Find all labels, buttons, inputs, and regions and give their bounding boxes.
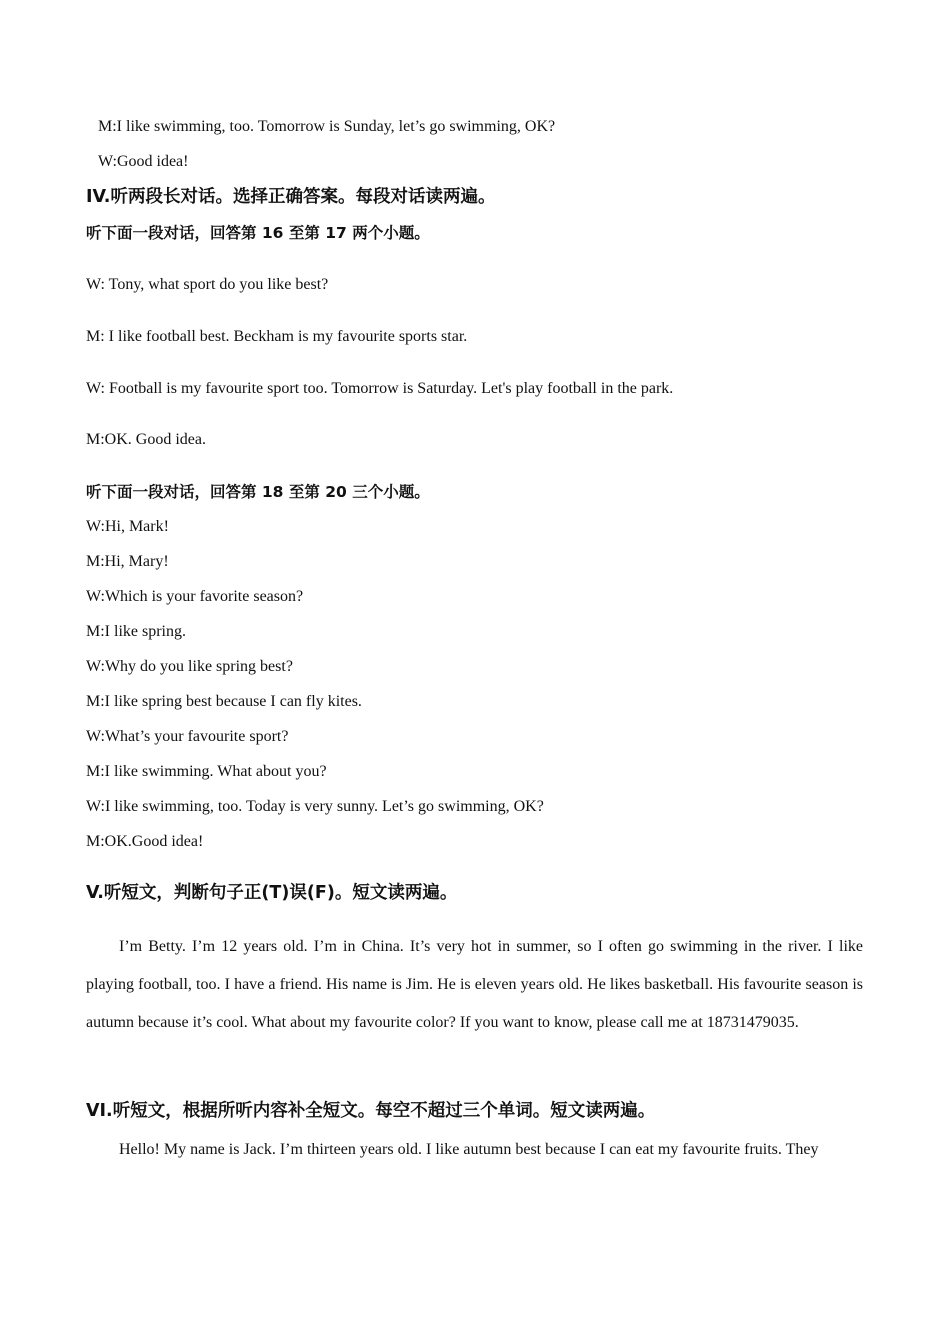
- section-v-passage: I’m Betty. I’m 12 years old. I’m in China. It’s very hot in summer, so I often go swimming in the river. I like playing football, too. I have a friend. His name is Jim. He is eleven years old. He likes basketball. His favourite season is autumn because it’s cool. What about my favourite color? If you want to know, please call me at 18731479035.: [86, 938, 863, 1031]
- section-vi-heading: VI.听短文，根据所听内容补全短文。每空不超过三个单词。短文读两遍。: [86, 1101, 656, 1121]
- dialogue-line: W: Tony, what sport do you like best?: [86, 276, 329, 293]
- dialogue1-instruction: 听下面一段对话，回答第 16 至第 17 两个小题。: [86, 224, 430, 242]
- section-vi-passage: Hello! My name is Jack. I’m thirteen years old. I like autumn best because I can eat my favourite fruits. They: [119, 1141, 819, 1158]
- dialogue2-instruction: 听下面一段对话，回答第 18 至第 20 三个小题。: [86, 483, 430, 501]
- dialogue-line: W:Hi, Mark!: [86, 518, 169, 535]
- dialogue-line: M:I like swimming. What about you?: [86, 763, 327, 780]
- dialogue-line: M:I like spring.: [86, 623, 186, 640]
- dialogue-line: M:OK.Good idea!: [86, 833, 204, 850]
- dialogue-line: M:OK. Good idea.: [86, 431, 206, 448]
- dialogue-line: W:What’s your favourite sport?: [86, 728, 289, 745]
- dialogue-line: M:I like spring best because I can fly kites.: [86, 693, 362, 710]
- section-iv-heading: IV.听两段长对话。选择正确答案。每段对话读两遍。: [86, 187, 496, 207]
- dialogue-line: W:Why do you like spring best?: [86, 658, 293, 675]
- dialogue-line: W: Football is my favourite sport too. Tomorrow is Saturday. Let's play football in the park.: [86, 380, 674, 397]
- dialogue-line: W:Good idea!: [98, 153, 189, 170]
- dialogue-line: W:I like swimming, too. Today is very sunny. Let’s go swimming, OK?: [86, 798, 544, 815]
- dialogue-line: M:Hi, Mary!: [86, 553, 169, 570]
- dialogue-line: M:I like swimming, too. Tomorrow is Sunday, let’s go swimming, OK?: [98, 118, 556, 135]
- dialogue-line: W:Which is your favorite season?: [86, 588, 304, 605]
- dialogue-line: M: I like football best. Beckham is my favourite sports star.: [86, 328, 468, 345]
- section-v-heading: V.听短文，判断句子正(T)误(F)。短文读两遍。: [86, 883, 458, 903]
